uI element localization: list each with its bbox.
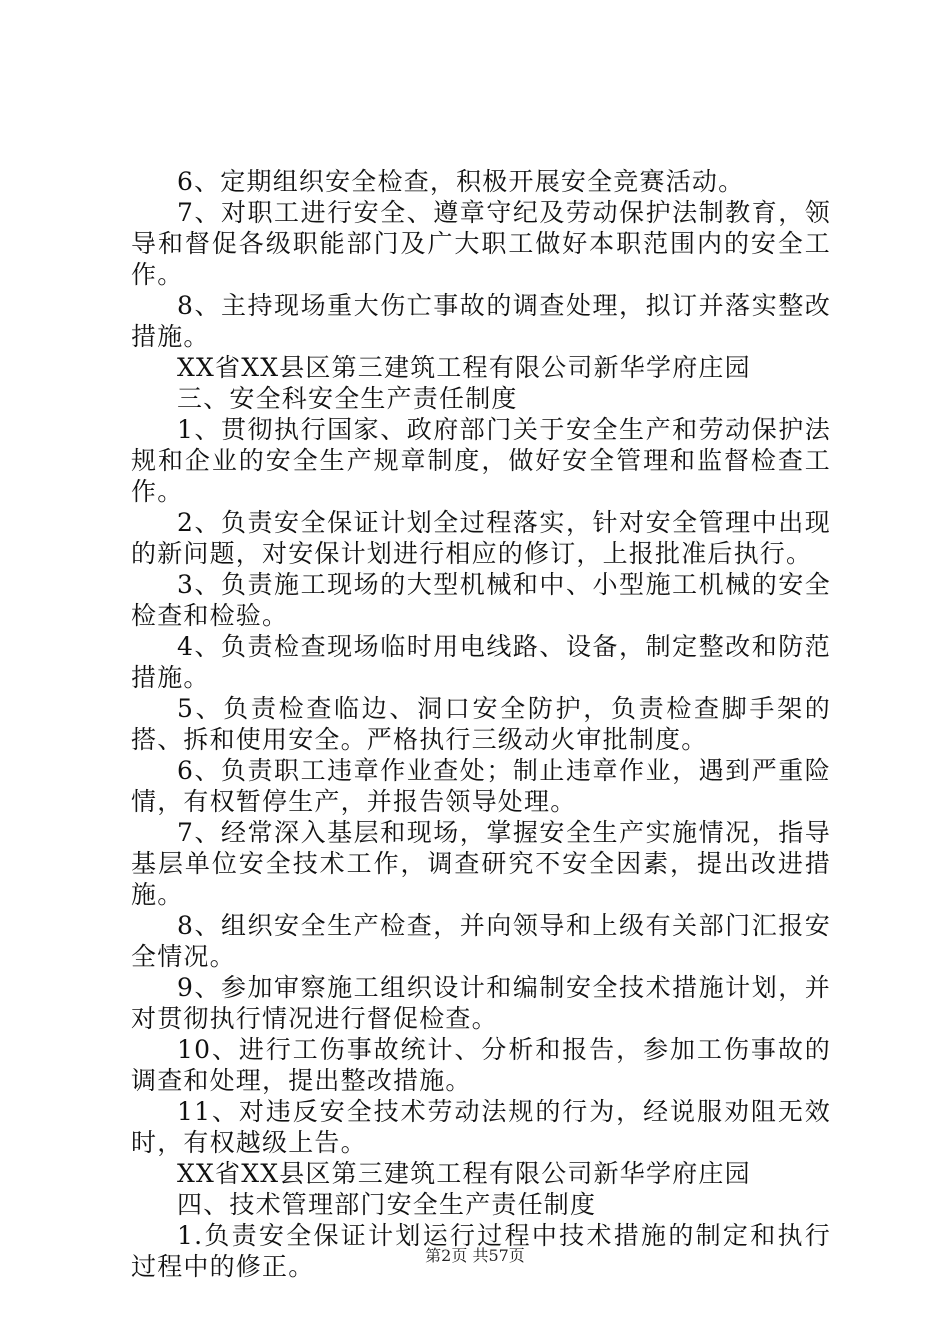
paragraph: 2、负责安全保证计划全过程落实，针对安全管理中出现的新问题，对安保计划进行相应的修订，上报批准后执行。 [131,508,831,568]
paragraph: 4、负责检查现场临时用电线路、设备，制定整改和防范措施。 [131,632,831,692]
paragraph: 6、定期组织安全检查，积极开展安全竞赛活动。 [177,167,745,196]
paragraph: 6、负责职工违章作业查处；制止违章作业，遇到严重险情，有权暂停生产，并报告领导处理。 [131,756,831,816]
page-footer: 第2页 共57页 [425,1246,525,1265]
document-body [131,166,831,1282]
section-heading: 四、技术管理部门安全生产责任制度 [177,1190,597,1219]
paragraph: 3、负责施工现场的大型机械和中、小型施工机械的安全检查和检验。 [131,570,831,630]
paragraph: 10、进行工伤事故统计、分析和报告，参加工伤事故的调查和处理，提出整改措施。 [131,1035,831,1095]
paragraph: 1.负责安全保证计划运行过程中技术措施的制定和执行过程中的修正。 [131,1221,831,1281]
company-name-line: XX省XX县区第三建筑工程有限公司新华学府庄园 [177,1159,751,1188]
paragraph: 11、对违反安全技术劳动法规的行为，经说服劝阻无效时，有权越级上告。 [131,1097,831,1157]
paragraph: 8、主持现场重大伤亡事故的调查处理，拟订并落实整改措施。 [131,291,831,351]
paragraph: 9、参加审察施工组织设计和编制安全技术措施计划，并对贯彻执行情况进行督促检查。 [131,973,831,1033]
paragraph: 1、贯彻执行国家、政府部门关于安全生产和劳动保护法规和企业的安全生产规章制度，做好安全管理和监督检查工作。 [131,415,831,506]
paragraph: 8、组织安全生产检查，并向领导和上级有关部门汇报安全情况。 [131,911,831,971]
paragraph: 7、经常深入基层和现场，掌握安全生产实施情况，指导基层单位安全技术工作，调查研究不安全因素，提出改进措施。 [131,818,831,909]
paragraph: 5、负责检查临边、洞口安全防护，负责检查脚手架的搭、拆和使用安全。严格执行三级动火审批制度。 [131,694,831,754]
section-heading: 三、安全科安全生产责任制度 [177,384,518,413]
company-name-line: XX省XX县区第三建筑工程有限公司新华学府庄园 [177,353,751,382]
paragraph: 7、对职工进行安全、遵章守纪及劳动保护法制教育，领导和督促各级职能部门及广大职工做好本职范围内的安全工作。 [131,198,831,289]
